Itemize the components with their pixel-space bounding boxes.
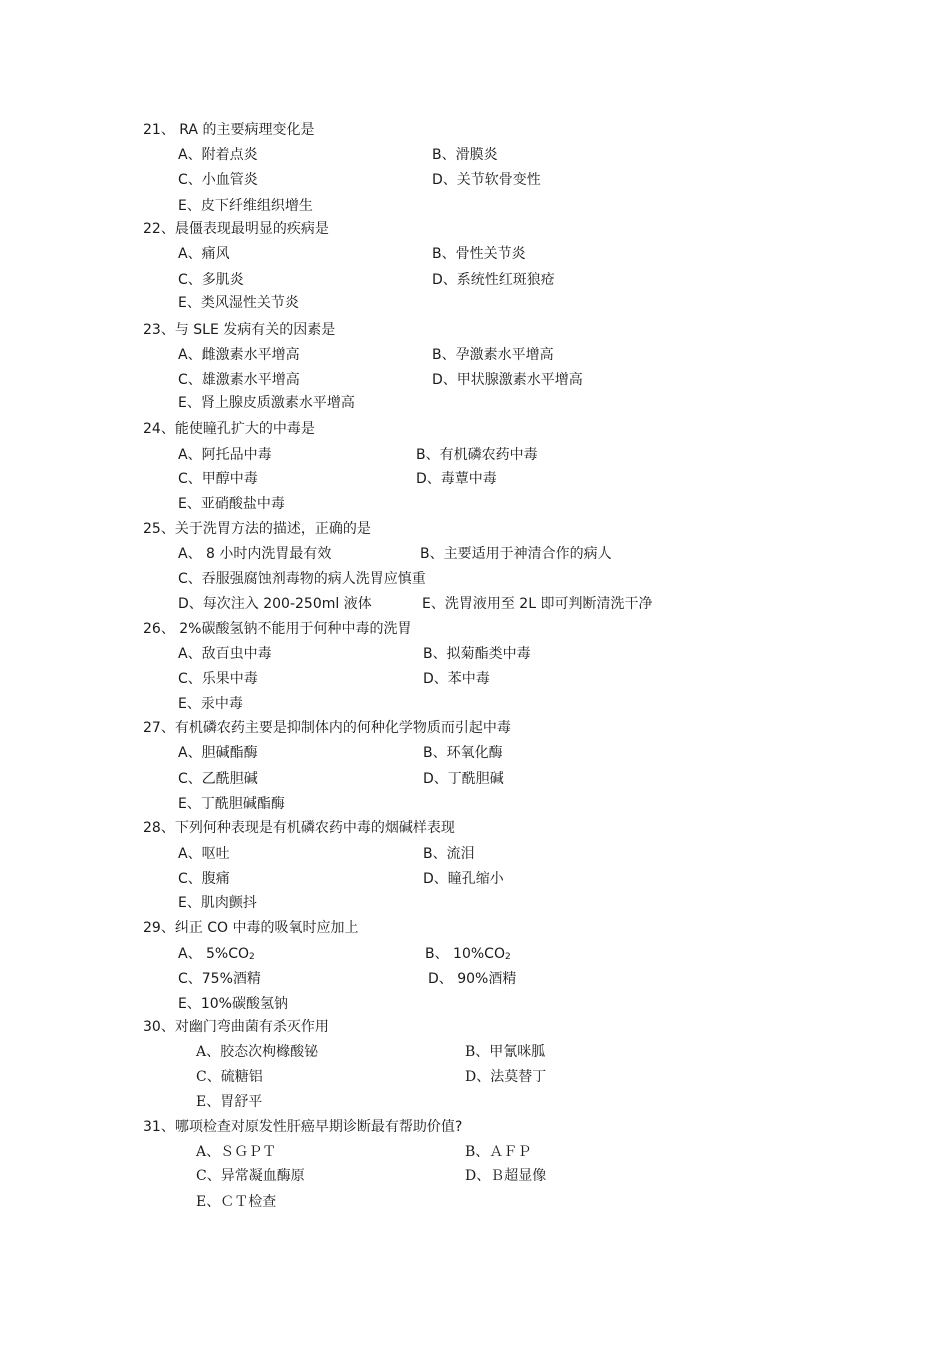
question-27-option-a: A、胆碱酯酶 <box>178 745 258 761</box>
question-24-stem: 24、能使瞳孔扩大的中毒是 <box>143 421 315 437</box>
question-28-option-d: D、瞳孔缩小 <box>423 871 504 887</box>
question-30-option-a: A、胶态次枸橼酸铋 <box>196 1044 319 1060</box>
question-24-option-c: C、甲醇中毒 <box>178 471 258 487</box>
question-29-option-a <box>178 945 255 966</box>
question-24-option-a: A、阿托品中毒 <box>178 447 272 463</box>
question-28-option-a: A、呕吐 <box>178 846 230 862</box>
question-30-option-b: B、甲氰咪胍 <box>465 1044 546 1060</box>
question-31-option-e: E、ＣＴ检查 <box>196 1194 277 1210</box>
question-31-option-c: C、异常凝血酶原 <box>196 1168 305 1184</box>
question-27-option-d: D、丁酰胆碱 <box>423 771 504 787</box>
question-29-option-b <box>425 945 511 966</box>
question-27-stem: 27、有机磷农药主要是抑制体内的何种化学物质而引起中毒 <box>143 720 511 736</box>
question-30-stem: 30、对幽门弯曲菌有杀灭作用 <box>143 1019 329 1035</box>
question-23-option-b: B、孕激素水平增高 <box>432 347 554 363</box>
question-25-option-a: A、 8 小时内洗胃最有效 <box>178 546 332 562</box>
question-29-option-c: C、75%酒精 <box>178 971 261 987</box>
question-31-stem: 31、哪项检查对原发性肝癌早期诊断最有帮助价值? <box>143 1119 463 1135</box>
question-27-option-e: E、丁酰胆碱酯酶 <box>178 796 285 812</box>
question-29-option-a-subscript: 2 <box>249 952 255 962</box>
question-30-option-c: C、硫糖铝 <box>196 1069 263 1085</box>
question-21-option-a: A、附着点炎 <box>178 147 258 163</box>
question-27-option-c: C、乙酰胆碱 <box>178 771 258 787</box>
question-31-option-a: A、ＳＧＰＴ <box>196 1144 277 1160</box>
question-24-option-e: E、亚硝酸盐中毒 <box>178 496 285 512</box>
question-23-option-e: E、肾上腺皮质激素水平增高 <box>178 395 355 411</box>
question-25-option-c: C、吞服强腐蚀剂毒物的病人洗胃应慎重 <box>178 571 426 587</box>
question-26-option-d: D、苯中毒 <box>423 671 490 687</box>
question-29-option-d: D、 90%酒精 <box>428 971 517 987</box>
question-22-option-e: E、类风湿性关节炎 <box>178 295 299 311</box>
question-22-option-c: C、多肌炎 <box>178 272 244 288</box>
question-22-option-d: D、系统性红斑狼疮 <box>432 272 555 288</box>
question-21-option-e: E、皮下纤维组织增生 <box>178 198 313 214</box>
question-21-option-c: C、小血管炎 <box>178 172 258 188</box>
question-28-option-b: B、流泪 <box>423 846 475 862</box>
question-23-option-c: C、雄激素水平增高 <box>178 372 300 388</box>
question-25-option-b: B、主要适用于神清合作的病人 <box>420 546 612 562</box>
question-29-option-a-text: A、 5%CO <box>178 946 250 962</box>
question-30-option-d: D、法莫替丁 <box>465 1069 547 1085</box>
question-28-stem: 28、下列何种表现是有机磷农药中毒的烟碱样表现 <box>143 820 455 836</box>
question-26-option-e: E、汞中毒 <box>178 696 243 712</box>
question-21-option-b: B、滑膜炎 <box>432 147 498 163</box>
question-26-option-b: B、拟菊酯类中毒 <box>423 646 531 662</box>
question-31-option-d: D、Ｂ超显像 <box>465 1168 547 1184</box>
question-28-option-e: E、肌肉颤抖 <box>178 895 257 911</box>
question-25-option-e: E、洗胃液用至 2L 即可判断清洗干净 <box>422 596 653 612</box>
question-29-option-b-subscript: 2 <box>504 952 511 962</box>
question-30-option-e: E、胃舒平 <box>196 1094 263 1110</box>
question-22-option-a: A、痛风 <box>178 246 230 262</box>
question-31-option-b: B、ＡＦＰ <box>465 1144 532 1160</box>
question-26-option-a: A、敌百虫中毒 <box>178 646 272 662</box>
question-29-option-b-text: B、 10%CO <box>425 946 505 962</box>
question-23-stem: 23、与 SLE 发病有关的因素是 <box>143 322 336 338</box>
question-24-option-d: D、毒蕈中毒 <box>416 471 497 487</box>
question-22-stem: 22、晨僵表现最明显的疾病是 <box>143 221 329 237</box>
question-29-stem: 29、纠正 CO 中毒的吸氧时应加上 <box>143 920 359 936</box>
question-23-option-a: A、雌激素水平增高 <box>178 347 300 363</box>
question-26-stem: 26、 2%碳酸氢钠不能用于何种中毒的洗胃 <box>143 621 412 637</box>
question-26-option-c: C、乐果中毒 <box>178 671 258 687</box>
question-28-option-c: C、腹痛 <box>178 871 230 887</box>
question-25-option-d: D、每次注入 200-250ml 液体 <box>178 596 372 612</box>
question-21-stem: 21、 RA 的主要病理变化是 <box>143 122 315 138</box>
question-21-option-d: D、关节软骨变性 <box>432 172 541 188</box>
question-22-option-b: B、骨性关节炎 <box>432 246 526 262</box>
question-23-option-d: D、甲状腺激素水平增高 <box>432 372 583 388</box>
question-24-option-b: B、有机磷农药中毒 <box>416 447 538 463</box>
question-25-stem: 25、关于洗胃方法的描述，正确的是 <box>143 521 371 537</box>
question-27-option-b: B、环氧化酶 <box>423 745 503 761</box>
question-29-option-e: E、10%碳酸氢钠 <box>178 996 288 1012</box>
